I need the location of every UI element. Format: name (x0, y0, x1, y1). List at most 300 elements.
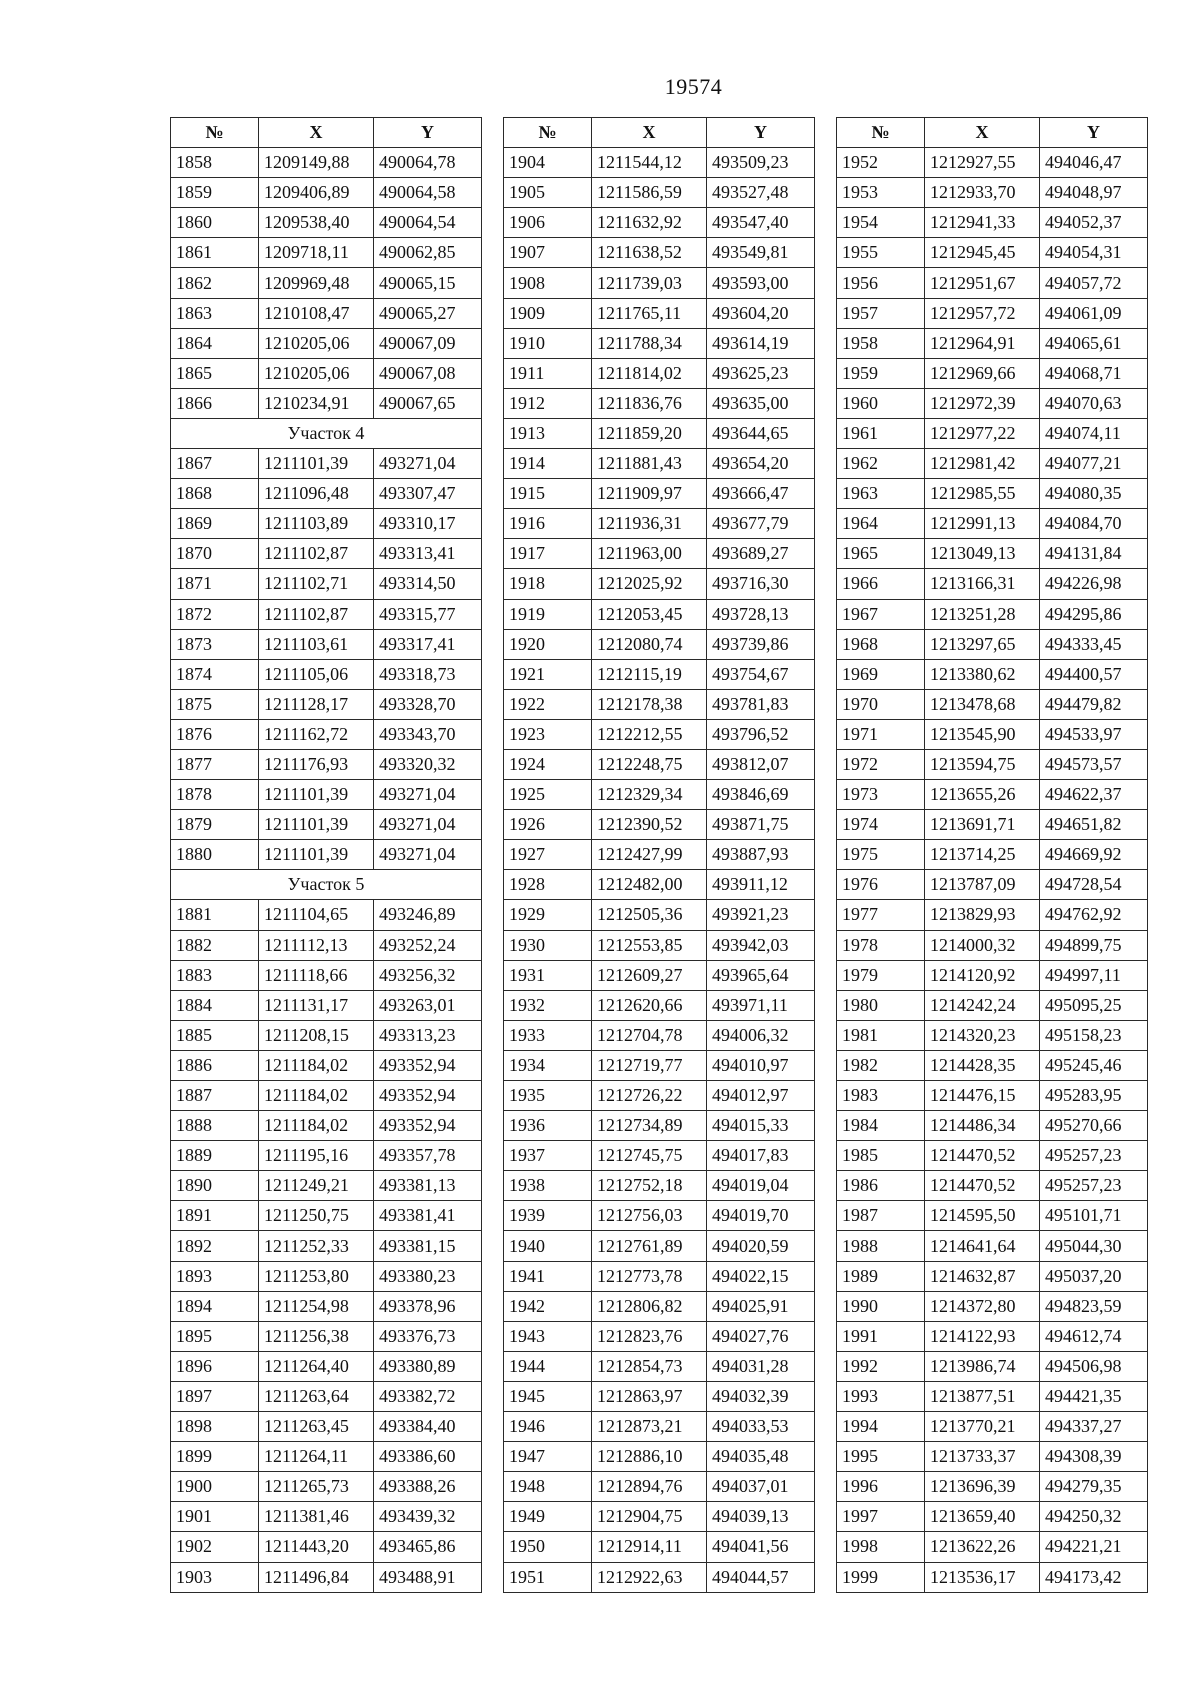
x-coordinate: 1211208,15 (259, 1020, 374, 1050)
table-row (504, 1532, 815, 1562)
table-row (504, 1171, 815, 1201)
y-coordinate: 494651,82 (1040, 810, 1148, 840)
point-number: 1882 (171, 930, 259, 960)
point-number: 1942 (504, 1291, 592, 1321)
table-row (504, 659, 815, 689)
x-coordinate: 1211632,92 (592, 208, 707, 238)
x-coordinate: 1211264,40 (259, 1351, 374, 1381)
x-coordinate: 1212178,38 (592, 689, 707, 719)
point-number: 1958 (837, 328, 925, 358)
point-number: 1954 (837, 208, 925, 238)
y-coordinate: 493547,40 (707, 208, 815, 238)
y-coordinate: 493754,67 (707, 659, 815, 689)
point-number: 1982 (837, 1050, 925, 1080)
x-coordinate: 1213770,21 (925, 1412, 1040, 1442)
y-coordinate: 493654,20 (707, 449, 815, 479)
point-number: 1869 (171, 509, 259, 539)
table-row (171, 1502, 482, 1532)
table-row (504, 1321, 815, 1351)
y-coordinate: 493320,32 (374, 749, 482, 779)
table-row (837, 1231, 1148, 1261)
point-number: 1976 (837, 870, 925, 900)
coordinates-table-left (170, 117, 482, 1593)
x-coordinate: 1213545,90 (925, 719, 1040, 749)
y-coordinate: 493871,75 (707, 810, 815, 840)
table-row (837, 840, 1148, 870)
point-number: 1950 (504, 1532, 592, 1562)
x-coordinate: 1212053,45 (592, 599, 707, 629)
y-coordinate: 495037,20 (1040, 1261, 1148, 1291)
x-coordinate: 1211176,93 (259, 749, 374, 779)
point-number: 1886 (171, 1050, 259, 1080)
x-coordinate: 1212914,11 (592, 1532, 707, 1562)
table-row (837, 1321, 1148, 1351)
table-row (171, 1351, 482, 1381)
point-number: 1936 (504, 1111, 592, 1141)
table-row (171, 1141, 482, 1171)
x-coordinate: 1211184,02 (259, 1111, 374, 1141)
point-number: 1912 (504, 388, 592, 418)
point-number: 1934 (504, 1050, 592, 1080)
point-number: 1876 (171, 719, 259, 749)
x-coordinate: 1212964,91 (925, 328, 1040, 358)
x-coordinate: 1213594,75 (925, 749, 1040, 779)
point-number: 1939 (504, 1201, 592, 1231)
table-row (837, 388, 1148, 418)
point-number: 1922 (504, 689, 592, 719)
point-number: 1917 (504, 539, 592, 569)
y-coordinate: 494068,71 (1040, 358, 1148, 388)
y-coordinate: 494019,70 (707, 1201, 815, 1231)
table-row (837, 599, 1148, 629)
x-coordinate: 1212981,42 (925, 449, 1040, 479)
point-number: 1972 (837, 749, 925, 779)
table-row (837, 1081, 1148, 1111)
table-row (837, 1141, 1148, 1171)
x-coordinate: 1211739,03 (592, 268, 707, 298)
table-row (171, 238, 482, 268)
point-number: 1915 (504, 479, 592, 509)
point-number: 1863 (171, 298, 259, 328)
table-row (837, 1291, 1148, 1321)
point-number: 1894 (171, 1291, 259, 1321)
table-row (837, 689, 1148, 719)
x-coordinate: 1211881,43 (592, 449, 707, 479)
y-coordinate: 493439,32 (374, 1502, 482, 1532)
y-coordinate: 493352,94 (374, 1081, 482, 1111)
point-number: 1907 (504, 238, 592, 268)
point-number: 1949 (504, 1502, 592, 1532)
y-coordinate: 490065,15 (374, 268, 482, 298)
point-number: 1965 (837, 539, 925, 569)
table-row (504, 268, 815, 298)
table-row (171, 1412, 482, 1442)
x-coordinate: 1211096,48 (259, 479, 374, 509)
point-number: 1919 (504, 599, 592, 629)
x-coordinate: 1212863,97 (592, 1381, 707, 1411)
table-row (837, 539, 1148, 569)
table-row (504, 719, 815, 749)
table-row (171, 780, 482, 810)
table-row (504, 238, 815, 268)
x-coordinate: 1211254,98 (259, 1291, 374, 1321)
point-number: 1957 (837, 298, 925, 328)
x-coordinate: 1213787,09 (925, 870, 1040, 900)
x-coordinate: 1212957,72 (925, 298, 1040, 328)
table-row (504, 298, 815, 328)
x-coordinate: 1212726,22 (592, 1081, 707, 1111)
x-coordinate: 1212025,92 (592, 569, 707, 599)
y-coordinate: 493488,91 (374, 1562, 482, 1592)
x-coordinate: 1212985,55 (925, 479, 1040, 509)
y-coordinate: 494052,37 (1040, 208, 1148, 238)
table-row (837, 719, 1148, 749)
table-row (171, 298, 482, 328)
table-row (171, 569, 482, 599)
y-coordinate: 493314,50 (374, 569, 482, 599)
point-number: 1964 (837, 509, 925, 539)
table-row (504, 1381, 815, 1411)
table-row (504, 328, 815, 358)
y-coordinate: 495245,46 (1040, 1050, 1148, 1080)
y-coordinate: 494279,35 (1040, 1472, 1148, 1502)
point-number: 1897 (171, 1381, 259, 1411)
x-coordinate: 1211586,59 (592, 178, 707, 208)
y-coordinate: 493388,26 (374, 1472, 482, 1502)
point-number: 1926 (504, 810, 592, 840)
table-row (837, 418, 1148, 448)
x-coordinate: 1209406,89 (259, 178, 374, 208)
x-coordinate: 1211788,34 (592, 328, 707, 358)
x-coordinate: 1212969,66 (925, 358, 1040, 388)
y-coordinate: 494421,35 (1040, 1381, 1148, 1411)
y-coordinate: 490067,65 (374, 388, 482, 418)
y-coordinate: 494039,13 (707, 1502, 815, 1532)
point-number: 1880 (171, 840, 259, 870)
y-coordinate: 494333,45 (1040, 629, 1148, 659)
table-row (504, 1261, 815, 1291)
point-number: 1879 (171, 810, 259, 840)
y-coordinate: 493666,47 (707, 479, 815, 509)
table-row (504, 1020, 815, 1050)
table-row (171, 930, 482, 960)
table-row (837, 178, 1148, 208)
y-coordinate: 490067,08 (374, 358, 482, 388)
y-coordinate: 493812,07 (707, 749, 815, 779)
x-coordinate: 1211102,71 (259, 569, 374, 599)
point-number: 1920 (504, 629, 592, 659)
table-row (171, 719, 482, 749)
y-coordinate: 494033,53 (707, 1412, 815, 1442)
point-number: 1865 (171, 358, 259, 388)
table-row (504, 900, 815, 930)
table-row (504, 599, 815, 629)
point-number: 1909 (504, 298, 592, 328)
x-coordinate: 1212609,27 (592, 960, 707, 990)
point-number: 1896 (171, 1351, 259, 1381)
point-number: 1870 (171, 539, 259, 569)
y-coordinate: 493716,30 (707, 569, 815, 599)
y-coordinate: 494041,56 (707, 1532, 815, 1562)
table-row (504, 990, 815, 1020)
table-row (504, 539, 815, 569)
table-row (504, 449, 815, 479)
table-row (504, 689, 815, 719)
x-coordinate: 1211963,00 (592, 539, 707, 569)
x-coordinate: 1213297,65 (925, 629, 1040, 659)
x-coordinate: 1211249,21 (259, 1171, 374, 1201)
point-number: 1945 (504, 1381, 592, 1411)
y-coordinate: 494337,27 (1040, 1412, 1148, 1442)
table-row (837, 298, 1148, 328)
table-row (504, 1442, 815, 1472)
point-number: 1858 (171, 148, 259, 178)
x-coordinate: 1212115,19 (592, 659, 707, 689)
point-number: 1988 (837, 1231, 925, 1261)
y-coordinate: 493887,93 (707, 840, 815, 870)
x-coordinate: 1213049,13 (925, 539, 1040, 569)
y-coordinate: 493263,01 (374, 990, 482, 1020)
y-coordinate: 494020,59 (707, 1231, 815, 1261)
y-coordinate: 494762,92 (1040, 900, 1148, 930)
point-number: 1916 (504, 509, 592, 539)
table-row (837, 1412, 1148, 1442)
table-row (837, 1532, 1148, 1562)
point-number: 1935 (504, 1081, 592, 1111)
x-coordinate: 1211128,17 (259, 689, 374, 719)
point-number: 1938 (504, 1171, 592, 1201)
section-title: Участок 4 (171, 418, 482, 448)
table-row (171, 1111, 482, 1141)
point-number: 1961 (837, 418, 925, 448)
point-number: 1903 (171, 1562, 259, 1592)
table-row (837, 479, 1148, 509)
table-row (837, 208, 1148, 238)
x-coordinate: 1213691,71 (925, 810, 1040, 840)
table-row (171, 208, 482, 238)
point-number: 1875 (171, 689, 259, 719)
y-coordinate: 493352,94 (374, 1050, 482, 1080)
x-coordinate: 1214470,52 (925, 1141, 1040, 1171)
section-row (171, 418, 482, 448)
y-coordinate: 490067,09 (374, 328, 482, 358)
point-number: 1873 (171, 629, 259, 659)
point-number: 1930 (504, 930, 592, 960)
x-coordinate: 1212482,00 (592, 870, 707, 900)
point-number: 1859 (171, 178, 259, 208)
x-coordinate: 1212553,85 (592, 930, 707, 960)
y-coordinate: 494080,35 (1040, 479, 1148, 509)
x-coordinate: 1210234,91 (259, 388, 374, 418)
x-coordinate: 1214641,64 (925, 1231, 1040, 1261)
point-number: 1955 (837, 238, 925, 268)
y-coordinate: 493625,23 (707, 358, 815, 388)
point-number: 1933 (504, 1020, 592, 1050)
y-coordinate: 493386,60 (374, 1442, 482, 1472)
x-coordinate: 1211252,33 (259, 1231, 374, 1261)
table-row (504, 780, 815, 810)
table-row (504, 479, 815, 509)
point-number: 1927 (504, 840, 592, 870)
point-number: 1966 (837, 569, 925, 599)
table-row (504, 569, 815, 599)
point-number: 1953 (837, 178, 925, 208)
x-coordinate: 1212945,45 (925, 238, 1040, 268)
y-coordinate: 494074,11 (1040, 418, 1148, 448)
y-coordinate: 494025,91 (707, 1291, 815, 1321)
point-number: 1887 (171, 1081, 259, 1111)
header-number: № (171, 118, 259, 148)
x-coordinate: 1209718,11 (259, 238, 374, 268)
point-number: 1943 (504, 1321, 592, 1351)
x-coordinate: 1212745,75 (592, 1141, 707, 1171)
y-coordinate: 494031,28 (707, 1351, 815, 1381)
x-coordinate: 1214122,93 (925, 1321, 1040, 1351)
x-coordinate: 1211936,31 (592, 509, 707, 539)
point-number: 1867 (171, 449, 259, 479)
x-coordinate: 1213659,40 (925, 1502, 1040, 1532)
y-coordinate: 494044,57 (707, 1562, 815, 1592)
table-row (504, 509, 815, 539)
point-number: 1985 (837, 1141, 925, 1171)
table-row (837, 629, 1148, 659)
table-row (837, 870, 1148, 900)
x-coordinate: 1213714,25 (925, 840, 1040, 870)
table-row (837, 930, 1148, 960)
y-coordinate: 493252,24 (374, 930, 482, 960)
y-coordinate: 493509,23 (707, 148, 815, 178)
table-row (837, 358, 1148, 388)
y-coordinate: 493380,89 (374, 1351, 482, 1381)
x-coordinate: 1211250,75 (259, 1201, 374, 1231)
y-coordinate: 494006,32 (707, 1020, 815, 1050)
x-coordinate: 1214595,50 (925, 1201, 1040, 1231)
point-number: 1970 (837, 689, 925, 719)
x-coordinate: 1214428,35 (925, 1050, 1040, 1080)
point-number: 1968 (837, 629, 925, 659)
y-coordinate: 493384,40 (374, 1412, 482, 1442)
y-coordinate: 493307,47 (374, 479, 482, 509)
y-coordinate: 493911,12 (707, 870, 815, 900)
x-coordinate: 1211443,20 (259, 1532, 374, 1562)
table-row (837, 569, 1148, 599)
x-coordinate: 1212806,82 (592, 1291, 707, 1321)
point-number: 1931 (504, 960, 592, 990)
y-coordinate: 493256,32 (374, 960, 482, 990)
table-row (504, 148, 815, 178)
point-number: 1889 (171, 1141, 259, 1171)
y-coordinate: 490065,27 (374, 298, 482, 328)
point-number: 1974 (837, 810, 925, 840)
point-number: 1923 (504, 719, 592, 749)
x-coordinate: 1210205,06 (259, 328, 374, 358)
x-coordinate: 1210108,47 (259, 298, 374, 328)
y-coordinate: 494131,84 (1040, 539, 1148, 569)
table-row (837, 960, 1148, 990)
point-number: 1944 (504, 1351, 592, 1381)
y-coordinate: 494037,01 (707, 1472, 815, 1502)
x-coordinate: 1214470,52 (925, 1171, 1040, 1201)
x-coordinate: 1212886,10 (592, 1442, 707, 1472)
table-row (504, 1351, 815, 1381)
table-row (171, 1562, 482, 1592)
table-row (837, 328, 1148, 358)
table-row (171, 1201, 482, 1231)
table-row (171, 1231, 482, 1261)
point-number: 1908 (504, 268, 592, 298)
x-coordinate: 1209969,48 (259, 268, 374, 298)
point-number: 1987 (837, 1201, 925, 1231)
point-number: 1993 (837, 1381, 925, 1411)
table-row (837, 1111, 1148, 1141)
x-coordinate: 1212894,76 (592, 1472, 707, 1502)
y-coordinate: 494077,21 (1040, 449, 1148, 479)
table-row (504, 1291, 815, 1321)
y-coordinate: 495257,23 (1040, 1171, 1148, 1201)
y-coordinate: 494506,98 (1040, 1351, 1148, 1381)
table-row (837, 1381, 1148, 1411)
y-coordinate: 495095,25 (1040, 990, 1148, 1020)
point-number: 1877 (171, 749, 259, 779)
y-coordinate: 493971,11 (707, 990, 815, 1020)
x-coordinate: 1214486,34 (925, 1111, 1040, 1141)
x-coordinate: 1211184,02 (259, 1050, 374, 1080)
y-coordinate: 493381,15 (374, 1231, 482, 1261)
table-row (504, 1050, 815, 1080)
table-row (504, 1141, 815, 1171)
point-number: 1952 (837, 148, 925, 178)
point-number: 1991 (837, 1321, 925, 1351)
point-number: 1996 (837, 1472, 925, 1502)
point-number: 1956 (837, 268, 925, 298)
table-row (504, 629, 815, 659)
x-coordinate: 1211544,12 (592, 148, 707, 178)
x-coordinate: 1213536,17 (925, 1562, 1040, 1592)
header-x: X (259, 118, 374, 148)
x-coordinate: 1212704,78 (592, 1020, 707, 1050)
y-coordinate: 493271,04 (374, 780, 482, 810)
point-number: 1910 (504, 328, 592, 358)
table-row (171, 1532, 482, 1562)
table-row (171, 1261, 482, 1291)
x-coordinate: 1213696,39 (925, 1472, 1040, 1502)
table-row (171, 1381, 482, 1411)
x-coordinate: 1214120,92 (925, 960, 1040, 990)
table-row (837, 749, 1148, 779)
table-row (171, 388, 482, 418)
y-coordinate: 493328,70 (374, 689, 482, 719)
point-number: 1994 (837, 1412, 925, 1442)
point-number: 1864 (171, 328, 259, 358)
y-coordinate: 493846,69 (707, 780, 815, 810)
table-row (504, 418, 815, 448)
y-coordinate: 494221,21 (1040, 1532, 1148, 1562)
y-coordinate: 494032,39 (707, 1381, 815, 1411)
y-coordinate: 493343,70 (374, 719, 482, 749)
y-coordinate: 493781,83 (707, 689, 815, 719)
point-number: 1885 (171, 1020, 259, 1050)
table-row (171, 900, 482, 930)
table-row (837, 1502, 1148, 1532)
point-number: 1986 (837, 1171, 925, 1201)
table-row (504, 1111, 815, 1141)
table-row (837, 659, 1148, 689)
y-coordinate: 493739,86 (707, 629, 815, 659)
table-row (171, 1442, 482, 1472)
point-number: 1901 (171, 1502, 259, 1532)
y-coordinate: 494823,59 (1040, 1291, 1148, 1321)
x-coordinate: 1211102,87 (259, 539, 374, 569)
